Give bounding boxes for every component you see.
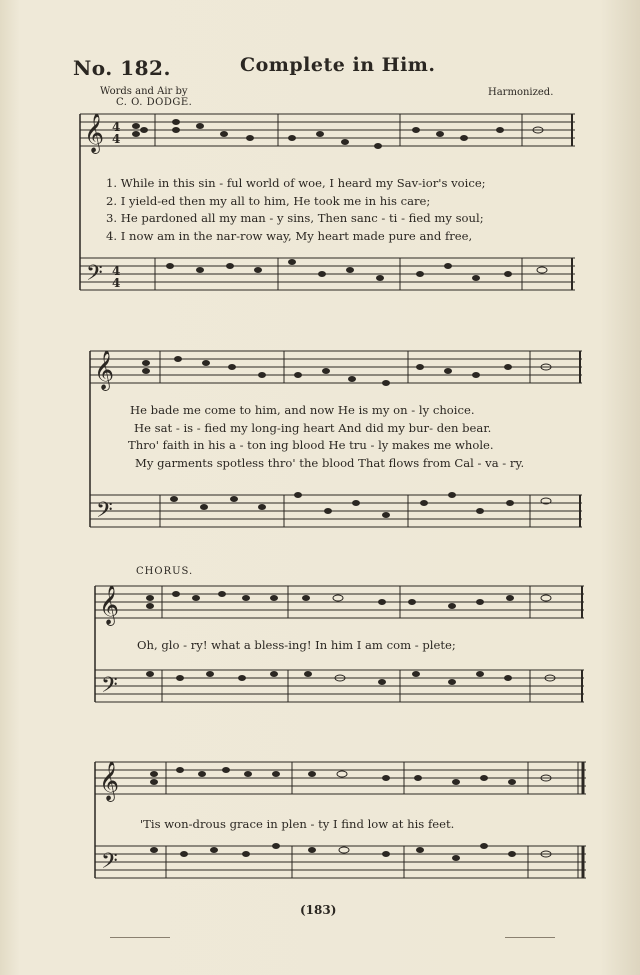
svg-text:𝄢: 𝄢 — [101, 849, 118, 879]
bottom-rule-right — [505, 937, 555, 938]
verse-line-2: 2. I yield-ed then my all to him, He took me in his care; — [106, 194, 431, 208]
svg-text:𝄢: 𝄢 — [86, 261, 103, 291]
svg-text:4: 4 — [112, 264, 121, 278]
bottom-rule-left — [110, 937, 170, 938]
verse-line-6: He sat - is - fied my long-ing heart And did my bur- den bear. — [134, 421, 492, 435]
svg-text:4: 4 — [112, 120, 121, 134]
hymn-number: No. 182. — [73, 56, 171, 80]
chorus-line-1: Oh, glo - ry! what a bless-ing! In him I am com - plete; — [137, 638, 456, 652]
verse-line-8: My garments spotless thro' the blood That flows from Cal - va - ry. — [135, 456, 525, 470]
verse-line-3: 3. He pardoned all my man - y sins, Then sanc - ti - fied my soul; — [106, 211, 484, 225]
verse-line-1: 1. While in this sin - ful world of woe, I heard my Sav-ior's voice; — [106, 176, 486, 190]
svg-text:𝄞: 𝄞 — [94, 350, 115, 390]
page-number: (183) — [300, 903, 337, 917]
credit-line-2: C. O. DODGE. — [116, 97, 193, 108]
svg-text:4: 4 — [112, 132, 121, 146]
arrangement-credit: Harmonized. — [488, 87, 554, 98]
svg-text:𝄢: 𝄢 — [101, 673, 118, 703]
music-system-2 — [0, 335, 640, 535]
hymn-title: Complete in Him. — [240, 54, 436, 76]
svg-text:𝄞: 𝄞 — [99, 761, 120, 801]
verse-line-7: Thro' faith in his a - ton ing blood He tru - ly makes me whole. — [128, 438, 494, 452]
svg-text:𝄢: 𝄢 — [96, 498, 113, 528]
credit-line-1: Words and Air by — [100, 86, 188, 97]
svg-text:4: 4 — [112, 276, 121, 290]
chorus-label: CHORUS. — [136, 566, 194, 577]
verse-line-4: 4. I now am in the nar-row way, My heart made pure and free, — [106, 229, 473, 243]
svg-text:𝄞: 𝄞 — [99, 585, 120, 625]
chorus-line-2: 'Tis won-drous grace in plen - ty I find low at his feet. — [140, 817, 455, 831]
verse-line-5: He bade me come to him, and now He is my on - ly choice. — [130, 403, 475, 417]
svg-text:𝄞: 𝄞 — [84, 113, 105, 153]
